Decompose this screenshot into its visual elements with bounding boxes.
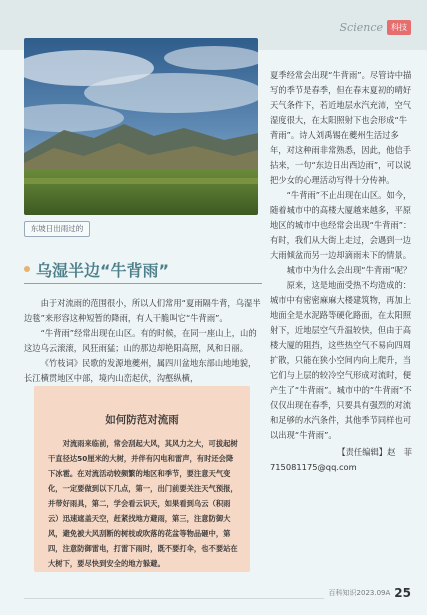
left-paragraph: 《竹枝词》民歌的发源地夔州，属四川盆地东部山地地貌，长江横贯地区中部，境内山峦起伏，沟壑纵横， bbox=[24, 358, 257, 383]
section-header bbox=[340, 20, 411, 35]
editor-credit: 【责任编辑】赵 菲 bbox=[337, 447, 412, 457]
sidebar-paragraph: 对流雨来临前，常会刮起大风，其风力之大，可拔起树干直径达50厘米的大树，并伴有闪电和雷声，有时还会降下冰雹。在对流活动较频繁的地区和季节，要注意天气变化，一定要做到以下几点，第一，出门前要关注天气预报，并带好雨具，第二，学会看云识天，如果看到乌云（积雨云）迅速遮盖天空，赶紧找地方避雨，第三，注意防御大风，避免被大风刮断的树枝或吹落的花盆等物品砸中，第四，注意防御雷电，打雷下雨时，既不要打伞，也不要站在大树下，要尽快到安全的地方躲避。 bbox=[48, 439, 238, 568]
footer-divider bbox=[24, 598, 324, 599]
title-divider bbox=[24, 283, 262, 284]
right-paragraph: 夏季经常会出现“牛背雨”。尽管诗中描写的季节是春季，但在春末夏初的晴好天气条件下，若近地层水汽充沛，空气湿度很大，在太阳照射下也会形成“牛背雨”。诗人刘禹锡在夔州生活过多年，对这种雨非常熟悉，因此，他信手拈来，一句“东边日出西边雨”，可以说把少女的心理活动写得十分传神。 bbox=[270, 70, 412, 185]
right-paragraph: 原来，这是地面受热不均造成的：城市中有密密麻麻大楼建筑物，再加上地面全是水泥路等硬化路面，在太阳照射下，近地层空气升温较快，但由于高楼大厦的阻挡，这些热空气不易向四周扩散，只能在狭小空间内向上爬升，当它们与上层的较冷空气形成对流时，便产生了“牛背雨”。城市中的“牛背雨”不仅仅出现在春季，只要具有强烈的对流和足够的水汽条件，其他季节同样也可以出现“牛背雨”。 bbox=[270, 280, 412, 440]
landscape-photo-graphic bbox=[24, 38, 258, 215]
section-label-en: Science bbox=[339, 21, 383, 34]
sidebar-box bbox=[34, 386, 250, 572]
editor-email: 715081175@qq.com bbox=[270, 462, 357, 472]
landscape-photo bbox=[24, 38, 258, 215]
photo-caption: 东坡日出雨过的 bbox=[24, 221, 90, 237]
title-dot-icon bbox=[24, 266, 30, 272]
sidebar-body bbox=[48, 436, 238, 571]
left-column bbox=[24, 296, 262, 386]
left-paragraph: 由于对流雨的范围很小，所以人们常用“夏雨隔牛背，乌湿半边毯”来形容这种短暂的降雨，有人干脆叫它“牛背雨”。 bbox=[24, 298, 261, 323]
page-footer bbox=[329, 586, 411, 600]
journal-issue: 百科知识2023.09A bbox=[328, 589, 391, 597]
sidebar-title: 如何防范对流雨 bbox=[105, 414, 179, 426]
right-paragraph: “牛背雨”不止出现在山区。如今，随着城市中的高楼大厦越来越多，平原地区的城市中也经常会出现“牛背雨”：有时，我们从大街上走过，会遇到一边大雨倾盆而另一边却滴雨未下的情景。 bbox=[270, 190, 412, 260]
section-label-cn: 科技 bbox=[387, 20, 411, 35]
right-column bbox=[270, 68, 412, 475]
article-title: 乌湿半边“牛背雨” bbox=[36, 261, 170, 280]
right-paragraph: 城市中为什么会出现“牛背雨”呢？ bbox=[286, 265, 412, 275]
left-paragraph: “牛背雨”经常出现在山区。有的时候，在同一座山上，山的这边乌云滚滚，风狂雨猛；山的那边却艳阳高照，风和日丽。 bbox=[24, 328, 257, 353]
page-number: 25 bbox=[394, 586, 411, 600]
